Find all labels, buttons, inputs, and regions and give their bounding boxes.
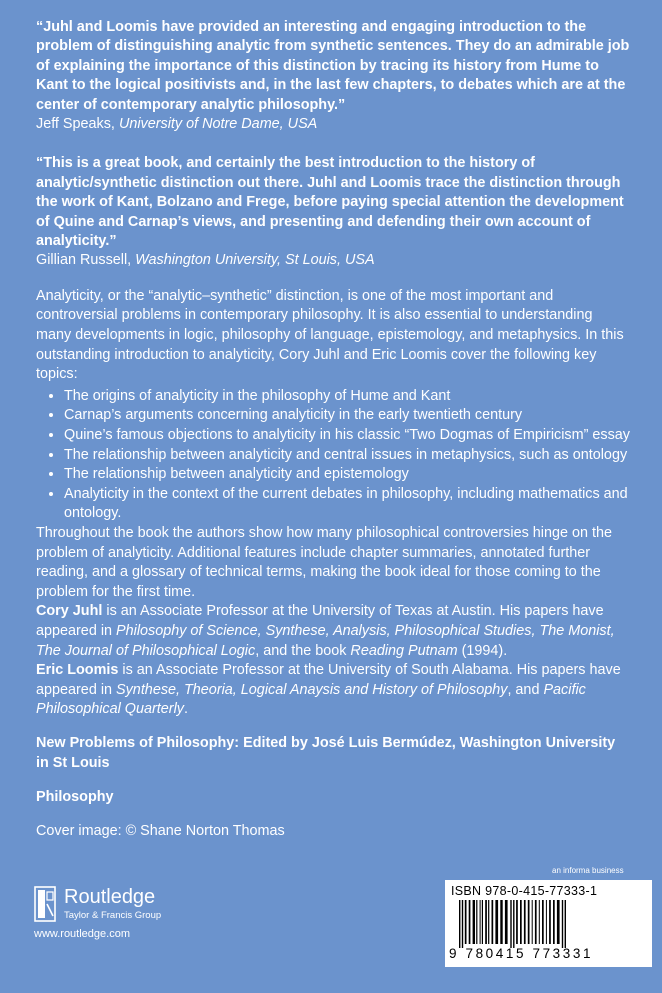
author-name: Cory Juhl (36, 603, 103, 620)
barcode-digits: 9 780415 773331 (449, 946, 594, 961)
key-topics-list (36, 387, 630, 524)
author-bio-loomis (36, 661, 630, 720)
barcode-icon (453, 900, 645, 948)
bio-text: . (183, 701, 188, 718)
list-item: • Analyticity in the context of the current debates in philosophy, including mathematics and ontology. (64, 485, 630, 524)
isbn-label: ISBN 978-0-415-77333-1 (451, 884, 598, 898)
reviewer-name: Gillian Russell, (36, 252, 132, 269)
cover-image-credit: Cover image: © Shane Norton Thomas (36, 822, 285, 839)
publisher-url: www.routledge.com (34, 928, 130, 940)
bio-text: is an Associate Professor at the University of South Alabama. His papers have appeared in (36, 662, 621, 698)
author-bio-juhl (36, 602, 630, 661)
book-description: Analyticity, or the “analytic–synthetic” distinction, is one of the most important and controversial problems in contemporary philosophy. It is also essential to understanding many developments in logic, philosophy of language, epistemology, and metaphysics. In this outstanding introduction to analyticity, Cory Juhl and Eric Loomis cover the following key topics: (36, 287, 624, 383)
list-item: • The relationship between analyticity and central issues in metaphysics, such as ontology (64, 446, 630, 466)
review-attribution-1 (36, 115, 630, 134)
book-title: Reading Putnam (350, 642, 458, 659)
reviewer-name: Jeff Speaks, (36, 116, 115, 133)
routledge-logo (34, 886, 204, 946)
bio-text: , and (507, 681, 544, 698)
series-info: New Problems of Philosophy: Edited by José Luis Bermúdez, Washington University in St Louis (36, 734, 616, 771)
review-attribution-2 (36, 251, 630, 270)
isbn-barcode (445, 880, 652, 967)
features-paragraph: Throughout the book the authors show how many philosophical controversies hinge on the problem of analyticity. Additional features include chapter summaries, annotated further reading, and a glossary of technical terms, making the book ideal for those coming to the problem for the first time. (36, 525, 612, 600)
list-item: • Quine’s famous objections to analyticity in his classic “Two Dogmas of Empiricism” essay (64, 426, 630, 446)
journal-list: Pacific Philosophical Quarterly (36, 681, 586, 718)
author-name: Eric Loomis (36, 662, 119, 679)
publisher-group: Taylor & Francis Group (64, 910, 162, 921)
bio-text: (1994). (457, 642, 508, 659)
bio-text: , and the book (255, 642, 351, 659)
reviewer-institution: Washington University, St Louis, USA (135, 252, 375, 269)
back-cover-text (36, 18, 630, 841)
journal-list: Synthese, Theoria, Logical Anaysis and History of Philosophy (116, 681, 508, 698)
routledge-emblem-icon (34, 886, 56, 922)
review-quote-1: “Juhl and Loomis have provided an interesting and engaging introduction to the problem of distinguishing analytic from synthetic sentences. They do an admirable job of explaining the importance of this distinction by tracing its history from Hume to Kant to the logical positivists and, in the last few chapters, to debates which are at the center of contemporary analytic philosophy.” (36, 19, 630, 113)
bio-text: is an Associate Professor at the University of Texas at Austin. His papers have appeared in (36, 603, 604, 639)
list-item: • Carnap’s arguments concerning analyticity in the early twentieth century (64, 406, 630, 426)
journal-list: Philosophy of Science, Synthese, Analysis, Philosophical Studies, The Monist, The Journal of Philosophical Logic (36, 622, 615, 659)
informa-business-label: an informa business (552, 866, 624, 875)
subject-category: Philosophy (36, 788, 114, 805)
publisher-name: Routledge (64, 886, 156, 908)
list-item: • The relationship between analyticity and epistemology (64, 465, 630, 485)
list-item: • The origins of analyticity in the philosophy of Hume and Kant (64, 387, 630, 407)
reviewer-institution: University of Notre Dame, USA (118, 116, 318, 133)
review-quote-2: “This is a great book, and certainly the best introduction to the history of analytic/synthetic distinction out there. Juhl and Loomis trace the distinction through the work of Kant, Bolzano and Frege, before paying special attention the development of Quine and Carnap’s views, and presenting and defending their own account of analyticity.” (36, 155, 624, 250)
